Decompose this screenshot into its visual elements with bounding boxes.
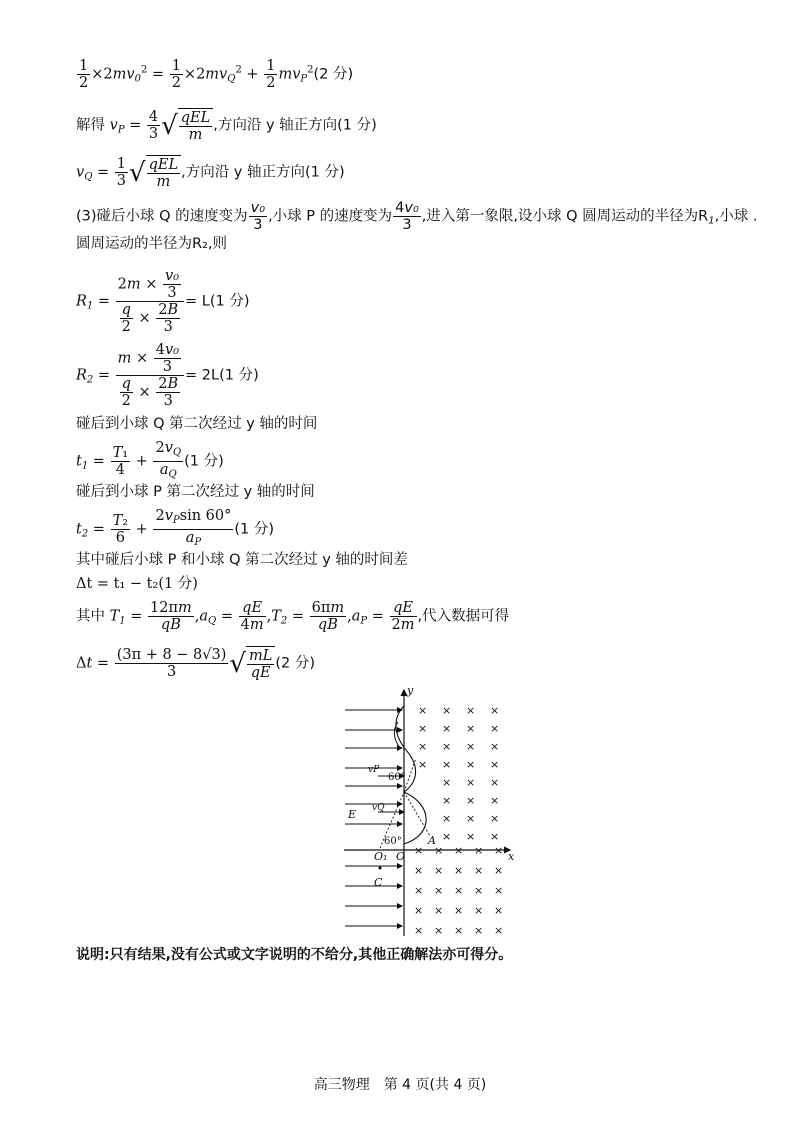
trajectory-q <box>404 792 426 844</box>
field-cross: × <box>418 758 428 771</box>
params-suffix: ,代入数据可得 <box>417 608 510 625</box>
part3-text-a: (3)碰后小球 Q 的速度变为 <box>76 208 248 225</box>
field-cross: × <box>490 722 500 735</box>
field-cross: × <box>474 904 484 917</box>
field-cross: × <box>474 864 484 877</box>
field-cross: × <box>454 864 464 877</box>
energy-equation: $\frac{1}{2}$ $\times 2mv_0^2$ = $\frac{1}{2}$ $\times 2mv_Q^2$ + $\frac{1}{2}$ $mv_P^2(2$ 分) <box>79 58 354 91</box>
field-cross: × <box>442 740 452 753</box>
part3-text-c: ,进入第一象限,设小球 Q 圆周运动的半径为R <box>421 208 709 225</box>
field-cross: × <box>490 794 500 807</box>
field-cross: × <box>414 864 424 877</box>
field-cross: × <box>466 830 476 843</box>
part3-text-d: ,小球 . <box>714 208 758 225</box>
field-cross: × <box>474 844 484 857</box>
t2-label: 碰后到小球 P 第二次经过 y 轴的时间 <box>76 484 315 500</box>
parameters: 其中 $T_1$ = $\frac{12\pi m}{qB}$ $,a_Q$ = $\frac{qE}{4m}$ $,T_2$ = $\frac{6\pi m}{qB}$ $,a_P$ = $\frac{qE}{2m}$ ,代入数据可得 <box>76 600 510 633</box>
field-cross: × <box>494 864 504 877</box>
score-mark: (2 分) <box>313 66 354 83</box>
t1-score: (1 分) <box>184 453 224 470</box>
final-score: (2 分) <box>275 655 316 672</box>
field-cross: × <box>494 924 504 937</box>
solution-prefix: 解得 <box>76 117 105 134</box>
label-vq: vQ <box>372 803 385 813</box>
field-cross: × <box>434 884 444 897</box>
label-c: C <box>374 876 383 889</box>
field-cross: × <box>442 758 452 771</box>
field-cross: × <box>442 812 452 825</box>
field-cross: × <box>466 704 476 717</box>
label-a: A <box>428 834 436 847</box>
label-o: O <box>396 850 406 863</box>
label-x: x <box>508 850 515 863</box>
field-cross: × <box>490 704 500 717</box>
field-cross: × <box>466 722 476 735</box>
field-cross: × <box>466 740 476 753</box>
field-cross: × <box>490 758 500 771</box>
field-cross: × <box>466 794 476 807</box>
field-cross: × <box>434 924 444 937</box>
field-cross: × <box>494 844 504 857</box>
field-cross: × <box>454 884 464 897</box>
part3-intro-cont: 圆周运动的半径为R₂,则 <box>76 236 227 252</box>
field-cross: × <box>442 722 452 735</box>
field-cross: × <box>490 812 500 825</box>
t2-equation: $t_2$ = $\frac{\text{T₂}}{6}$ + $\frac{2v_P\sin 60^\circ}{a_P}$ (1 分) <box>76 508 275 548</box>
field-cross: × <box>442 704 452 717</box>
field-cross: × <box>414 844 424 857</box>
field-cross: × <box>442 776 452 789</box>
r1-equation: $R_1$ = 2m × $\frac{\text{v₀}}{3}$ $\frac{q}{2}$ × $\frac{2B}{3}$ = L(1 分) <box>76 268 250 335</box>
page-footer: 高三物理 第 4 页(共 4 页) <box>313 1077 487 1093</box>
field-cross: × <box>466 758 476 771</box>
field-cross: × <box>466 776 476 789</box>
field-cross: × <box>490 776 500 789</box>
vq-result: $v_Q$ = $\frac{1}{3}$ √ qEL m ,方向沿 y 轴正方向(1 分) <box>76 156 345 190</box>
field-cross: × <box>442 794 452 807</box>
final-result: Δt = $\frac{(3\pi + 8 - 8√3)}{3}$ √ $\frac{mL}{qE}$ (2 分) <box>76 647 316 681</box>
field-cross: × <box>434 844 444 857</box>
label-vp: vP <box>368 765 380 775</box>
field-cross: × <box>466 812 476 825</box>
field-cross: × <box>418 740 428 753</box>
field-diagram <box>340 684 520 940</box>
dt-label: 其中碰后小球 P 和小球 Q 第二次经过 y 轴的时间差 <box>76 552 408 568</box>
label-e: E <box>348 808 357 821</box>
field-cross: × <box>434 904 444 917</box>
vp-direction: ,方向沿 y 轴正方向(1 分) <box>213 117 377 134</box>
t2-score: (1 分) <box>234 521 275 538</box>
r2-equation: $R_2$ = m × $\frac{\text{4v₀}}{3}$ $\frac{q}{2}$ × $\frac{2B}{3}$ = 2L(1 分) <box>76 342 259 409</box>
field-cross: × <box>414 924 424 937</box>
field-cross: × <box>494 884 504 897</box>
field-cross: × <box>454 904 464 917</box>
field-cross: × <box>494 904 504 917</box>
label-y: y <box>407 684 414 697</box>
r2-result: = 2L(1 分) <box>185 367 259 384</box>
field-cross: × <box>474 924 484 937</box>
vq-direction: ,方向沿 y 轴正方向(1 分) <box>181 164 345 181</box>
part3-text-b: ,小球 P 的速度变为 <box>268 208 393 225</box>
field-cross: × <box>454 924 464 937</box>
dt-equation: Δt = t₁ − t₂(1 分) <box>76 576 198 592</box>
field-cross: × <box>454 844 464 857</box>
r1-result: = L(1 分) <box>185 293 250 310</box>
field-cross: × <box>418 722 428 735</box>
t1-label: 碰后到小球 Q 第二次经过 y 轴的时间 <box>76 416 318 432</box>
field-cross: × <box>442 830 452 843</box>
label-angle-top: 60° <box>388 772 406 783</box>
label-o1: O₁ <box>374 850 388 863</box>
field-cross: × <box>490 830 500 843</box>
vp-result: 解得 $v_P$ = $\frac{4}{3}$ √ qEL m ,方向沿 y 轴正方向(1 分) <box>76 109 377 143</box>
t1-equation: $t_1$ = $\frac{\text{T₁}}{4}$ + $\frac{2v_Q}{a_Q}$ (1 分) <box>76 440 224 480</box>
field-cross: × <box>418 704 428 717</box>
field-cross: × <box>474 884 484 897</box>
field-cross: × <box>490 740 500 753</box>
field-cross: × <box>414 904 424 917</box>
label-angle-bottom: 60° <box>384 836 402 847</box>
magnetic-field-crosses <box>414 704 503 937</box>
params-prefix: 其中 <box>76 608 105 625</box>
grading-note: 说明:只有结果,没有公式或文字说明的不给分,其他正确解法亦可得分。 <box>76 947 513 963</box>
field-cross: × <box>434 864 444 877</box>
field-cross: × <box>414 884 424 897</box>
part3-intro: (3)碰后小球 Q 的速度变为 $\frac{\text{v₀}}{3}$ ,小球 P 的速度变为 $\frac{\text{4v₀}}{3}$ ,进入第一象限,设小球 Q 圆周运动的半径为$R_1$,小球 . <box>76 200 758 233</box>
